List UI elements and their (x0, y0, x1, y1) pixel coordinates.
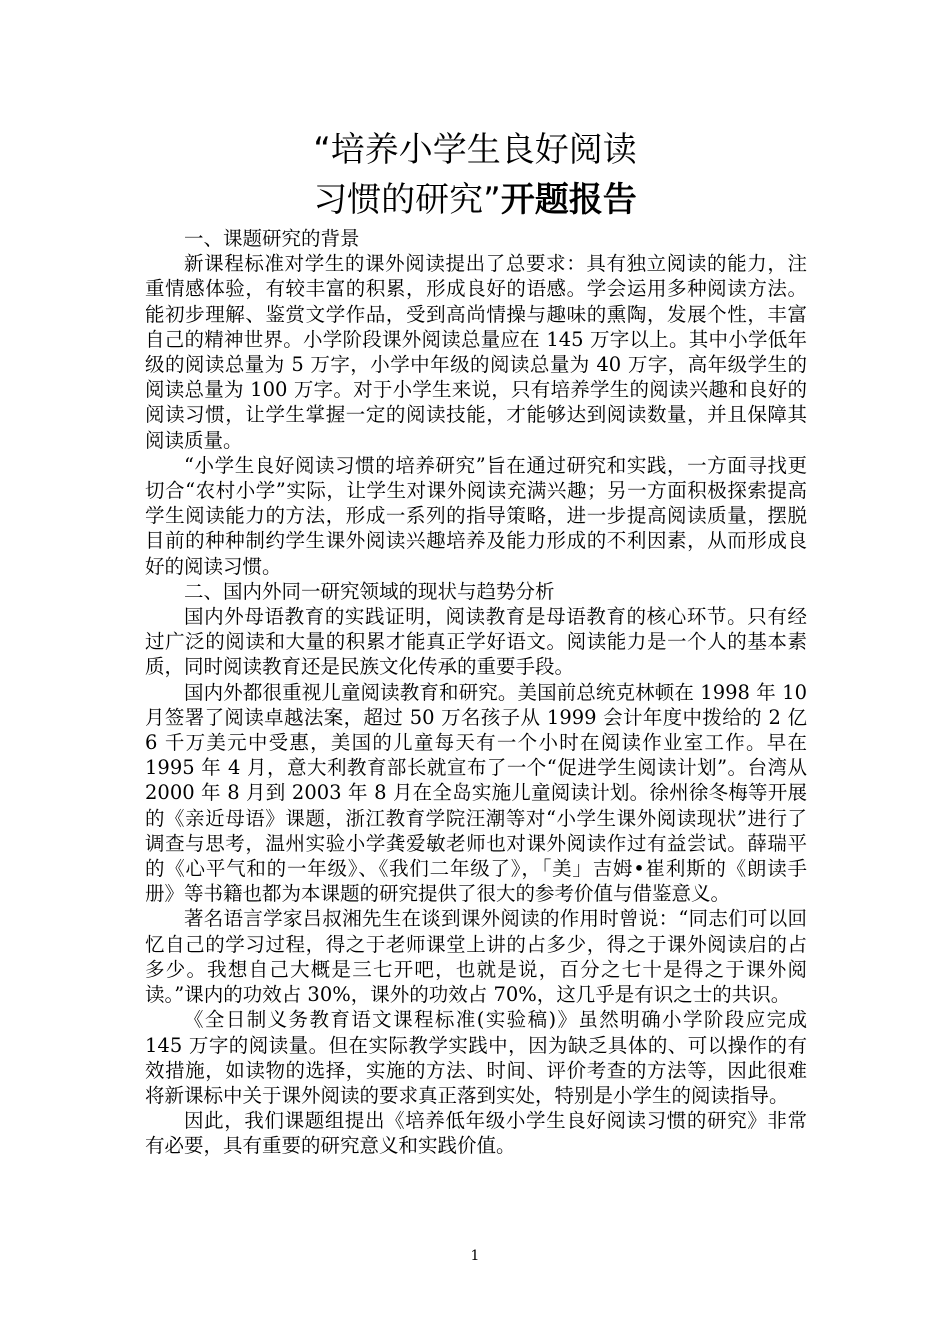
document-title-line-1: “培养小学生良好阅读 (313, 130, 637, 170)
paragraph: 因此，我们课题组提出《培养低年级小学生良好阅读习惯的研究》非常有必要，具有重要的研究意义和实践价值。 (145, 1109, 807, 1158)
title-line-2-bold: 开题报告 (500, 180, 637, 220)
paragraph: 新课程标准对学生的课外阅读提出了总要求：具有独立阅读的能力，注重情感体验，有较丰富的积累，形成良好的语感。学会运用多种阅读方法。能初步理解、鉴赏文学作品，受到高尚情操与趣味的熏陶，发展个性，丰富自己的精神世界。小学阶段课外阅读总量应在 145 万字以上。其中小学低年级的阅读总量为 5 万字，小学中年级的阅读总量为 40 万字，高年级学生的阅读总量为 100 万字。对于小学生来说，只有培养学生的阅读兴趣和良好的阅读习惯，让学生掌握一定的阅读技能，才能够达到阅读数量，并且保障其阅读质量。 (145, 252, 807, 452)
paragraph: 国内外都很重视儿童阅读教育和研究。美国前总统克林顿在 1998 年 10 月签署了阅读卓越法案，超过 50 万名孩子从 1999 会计年度中拨给的 2 亿 6 千万美元中受惠，美国的儿童每天有一个小时在阅读作业室工作。早在 1995 年 4 月，意大利教育部长就宣布了一个“促进学生阅读计划”。台湾从 2000 年 8 月到 2003 年 8 月在全岛实施儿童阅读计划。徐州徐冬梅等开展的《亲近母语》课题，浙江教育学院汪潮等对“小学生课外阅读现状”进行了调查与思考，温州实验小学龚爱敏老师也对课外阅读作过有益尝试。薛瑞平的《心平气和的一年级》、《我们二年级了》，「美」吉姆•崔利斯的《朗读手册》等书籍也都为本课题的研究提供了很大的参考价值与借鉴意义。 (145, 680, 807, 906)
paragraph: 国内外母语教育的实践证明，阅读教育是母语教育的核心环节。只有经过广泛的阅读和大量的积累才能真正学好语文。阅读能力是一个人的基本素质，同时阅读教育还是民族文化传承的重要手段。 (145, 605, 807, 679)
paragraph: 《全日制义务教育语文课程标准(实验稿)》虽然明确小学阶段应完成 145 万字的阅读量。但在实际教学实践中，因为缺乏具体的、可以操作的有效措施，如读物的选择，实施的方法、时间、评价考查的方法等，因此很难将新课标中关于课外阅读的要求真正落到实处，特别是小学生的阅读指导。 (145, 1008, 807, 1107)
section-heading-background: 一、课题研究的背景 (184, 227, 360, 250)
paragraph: “小学生良好阅读习惯的培养研究”旨在通过研究和实践，一方面寻找更切合“农村小学”实际，让学生对课外阅读充满兴趣；另一方面积极探索提高学生阅读能力的方法，形成一系列的指导策略，进一步提高阅读质量，摆脱目前的种种制约学生课外阅读兴趣培养及能力形成的不利因素，从而形成良好的阅读习惯。 (145, 453, 807, 578)
paragraph: 著名语言学家吕叔湘先生在谈到课外阅读的作用时曾说：“同志们可以回忆自己的学习过程，得之于老师课堂上讲的占多少，得之于课外阅读启的占多少。我想自己大概是三七开吧，也就是说，百分之七十是得之于课外阅读。”课内的功效占 30%，课外的功效占 70%，这几乎是有识之士的共识。 (145, 907, 807, 1007)
page-number: 1 (470, 1248, 480, 1264)
title-line-2-regular: 习惯的研究” (313, 180, 501, 220)
document-title-line-2 (0, 178, 950, 222)
document-body (145, 226, 807, 1159)
section-heading-status: 二、国内外同一研究领域的现状与趋势分析 (184, 579, 555, 603)
